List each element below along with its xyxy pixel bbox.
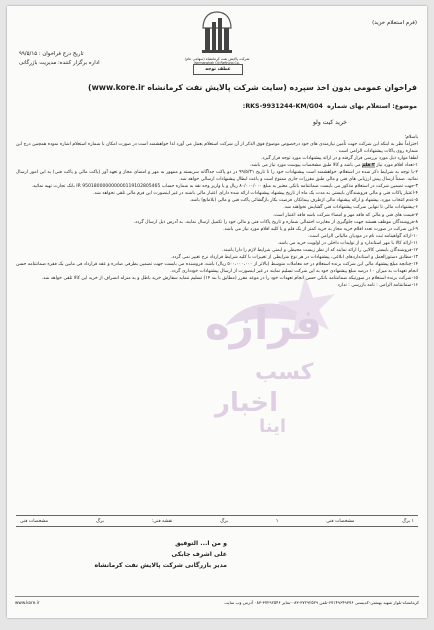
- watermark-text-2: کسب: [255, 360, 314, 385]
- company-name-fa: شرکت پالایش نفت کرمانشاه (سهامی عام): [184, 57, 250, 61]
- signature-block: [27, 538, 227, 571]
- insert-date: تاریخ درج فراخوان : ۹۹/۵/۱۵: [19, 51, 84, 57]
- clause-3: ۳-جهت تضمین شرکت در استعلام مذکور می بایست ضمانتنامه بانکی معتبر به مبلغ ۸۰/۰۰۰/۰۰۰ ریال و یا واریز وجه نقد به شماره حساب IR 950180000000000119102805465 بانک تجارت تهیه نمائید.: [31, 184, 418, 190]
- clause-8: ۸-فروشندگان موظف هستند جهت جلوگیری از مغایرت احتمالی شماره و تاریخ پاکات فنی و مالی خود را تکمیل ارسال نمایند. به آدرس ذیل ارسال گردد.: [133, 219, 418, 225]
- greeting: باسلام؛: [404, 135, 418, 140]
- attach-cell-3: ۱: [275, 518, 279, 524]
- watermark-text-main: فرازه: [205, 300, 322, 349]
- clause-16: ۱۶-ضمانتنامه الزامی : نامه بازرسی : ندارد: [337, 282, 418, 288]
- notice-title: فراخوان عمومی بدون اخذ سپرده (سایت شرکت پالایش نفت کرمانشاه www.kore.ir): [88, 83, 417, 92]
- attachments-row: [16, 515, 418, 527]
- watermark-text-4: اینا: [259, 416, 287, 437]
- notice-body: [16, 134, 418, 289]
- page-footer: [15, 600, 419, 605]
- attach-cell-5: نقشه فنی:: [151, 518, 173, 524]
- company-logo: [169, 10, 265, 65]
- attach-cell-6: برگ: [95, 518, 104, 524]
- notice-meta: [19, 50, 139, 68]
- watermark-text-3: اخبار: [215, 388, 278, 418]
- inquiry-code: RKS-9931244-KM/G04:: [242, 103, 323, 110]
- intro-note: لطفا موارد ذیل مورد بررسی قرار گرفته و در ارائه پیشنهادات مورد توجه قرار گیرد.: [261, 156, 418, 162]
- subject-prefix: موضوع: استعلام بهای شماره: [327, 103, 417, 110]
- signatory-title: مدیر بازرگانی شرکت پالایش نفت کرمانشاه: [94, 562, 227, 569]
- clause-11: ۱۱-ارائه کالا با مهر استاندارد و از تولیدات داخلی در اولویت خرید می باشد.: [277, 240, 418, 246]
- signatory-name: علی اشرف جابکی: [171, 551, 227, 558]
- clause-1-quantity: ۲ قلم: [362, 163, 375, 169]
- footer-divider: [15, 596, 419, 597]
- attach-cell-4: برگ: [220, 518, 229, 524]
- clause-1: [16, 162, 418, 169]
- attach-cell-2: مشخصات فنی: [326, 518, 355, 524]
- attention-box: عطف توجه: [193, 64, 243, 75]
- clause-10: ۱۰-ارائه گواهینامه ثبت نام در مودیان مالیاتی الزامی است.: [308, 233, 418, 239]
- clause-12: ۱۲-فروشندگان بایستی کالایی را ارائه نمایند که از نظر زیست محیطی و ایمنی شرایط لازم را دارا باشند.: [222, 247, 418, 253]
- clause-1-start: ۱-تعداد اقلام مورد نیاز: [376, 163, 418, 169]
- organizer-office: اداره برگزار کننده: مدیریت بازرگانی: [19, 60, 100, 66]
- clause-1-end: می باشد و کالا طبق مشخصات پیوست مورد نیاز می باشد.: [249, 163, 361, 169]
- clause-9: ۹-این شرکت در صورت تعدد اقلام خرید مجاز به خرید کمتر از یک قلم و یا کلیه اقلام مورد نیاز می باشد.: [223, 226, 418, 232]
- clause-14: ۱۴-چنانچه مبلغ پیشنهاد مالی این شرکت برنده استعلام در حد معاملات متوسط (بالاتر از ۵۰۰،۰۰۰،۰۰۰ ریال) باشد، فروشنده می بایست جهت تضمین بطرفی صادره و عقد قرارداد فی مابین یک فقره ضمانتنامه حسن انجام تعهدات به میزان ۱۰ درصد مبلغ پیشنهادی خود به این شرکت تسلیم نمایند در غیر اینصورت از ارسال پیشنهادات خودداری گردد.: [16, 261, 418, 274]
- footer-website[interactable]: www.kore.ir: [15, 600, 40, 605]
- clause-2: ۲-با توجه به شرایط ذکر شده در استعلام، خواهشمند است پیشنهادات خود را تا تاریخ ۹۹/۵/۳۱ در دو پاکت جداگانه سربسته و ممهور به مهر و امضای مجاز و تعهد آور (پاکت مالی و پاکت فنی) به این امور ارسال نمائید. ضمناً ارسال پیش ارزیابی های فنی و مالی طبق مقررات جاری ممنوع است و باعث ابطال پیشنهادات ارسالی خواهد شد.: [16, 170, 418, 183]
- refinery-tower-icon: [197, 10, 237, 56]
- attach-cell-7: مشخصات فنی: [20, 518, 49, 524]
- clause-13: ۱۳-مطابق دستورالعمل و استانداردهای ابلاغی، پیشنهادات در هر نوع شرایطی از تغییرات با کلیه شرایط قرارداد نرخ تغییر نمی گردد.: [170, 254, 418, 260]
- document-page: [7, 6, 427, 618]
- item-name: خرید کیت ولو: [312, 119, 347, 126]
- subject-line: [17, 103, 417, 110]
- clause-5: ۵-عدم انتخاب مورد، پیشنهاد و ارائه پیشنهاد مالی ازطرف پیمانکار، فرصت بکار بازگشائی پاکت فنی و مالی (بلامانع) باشد.: [189, 198, 418, 204]
- form-type-label: (فرم استعلام خرید): [372, 20, 417, 26]
- company-name-en: Kermanshah Oil Refining Co.: [194, 61, 240, 65]
- clause-4: ۴-اعتبار پاکات فنی و مالی فروشندگان بایستی به مدت یک ماه از تاریخ پیشنهاد پیشنهادات ارائه شده دارای اعتبار مالی باشند در غیر اینصورت این فرم مالی تلقی نخواهد شد.: [93, 191, 418, 197]
- clause-6: ۶-پیشنهادات مالی تا تنهایی شرکت پیشنهادات فنی گشایش نخواهند شد.: [283, 205, 418, 211]
- footer-address: کرمانشاه-بلوار شهید بهشتی-کدپستی ۶۷۱۴۹۶۴۹۳۷۶-تلفن ۳۷۲۹۲۵۲۹-۰۸۳-نمابر ۳۷۲۹۲۵۴۶-۰۸۳ آدرس وب سایت: [224, 600, 419, 605]
- attach-cell-1: ۱ برگ: [402, 518, 414, 524]
- clause-15: ۱۵-شرکت برنده استعلام در صورتیکه ضمانتنامه بانکی حسن انجام تعهدات خود را در موعد مقرر (مطابق با بند ۱۴) تسلیم ننماید سفارش خرید باطل و به منزله انصراف از خرید این کالا تلقی خواهد شد.: [41, 275, 418, 281]
- signature-closing: و من ا... التوفیق: [175, 540, 227, 547]
- clause-7: ۷-قیمت های فنی و مالی که فاقد مهر و امضاء شرکت باشد فاقد اعتبار است.: [272, 212, 418, 218]
- intro-paragraph: احتراماً نظر به اینکه این شرکت جهت تأمین نیازمندی های خود درخصوص موضوع فوق الذکر از آن شرکت استعلام بعمل می آورد لذا خواهشمند است در صورت امکان با شماره استعلام اشاره نموده همچنین درج این شماره روی پاکات پیشنهادات الزامی است .: [16, 142, 418, 155]
